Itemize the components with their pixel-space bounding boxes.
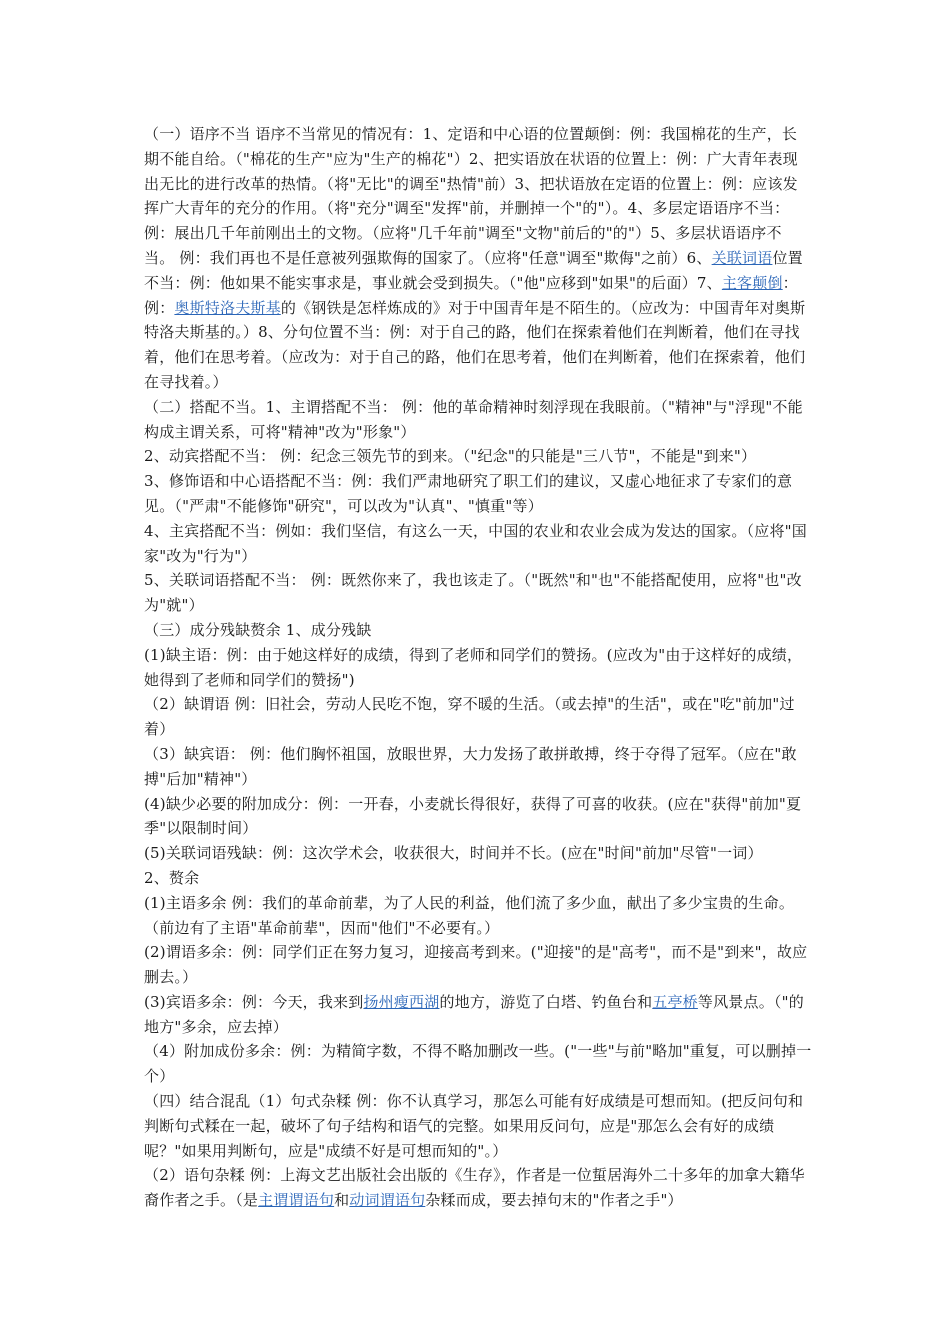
term-link[interactable]: 主客颠倒 bbox=[721, 273, 783, 292]
paragraph bbox=[144, 742, 812, 792]
document-body bbox=[144, 122, 812, 1213]
paragraph-text: 的《钢铁是怎样炼成的》对于中国青年是不陌生的。（应改为：中国青年对奥斯特洛夫斯基的。）8、分句位置不当：例：对于自己的路，他们在探索着他们在判断着，他们在寻找着，他们在思考着。（应改为：对于自己的路，他们在思考着，他们在判断着，他们在探索着，他们在寻找着。） bbox=[144, 298, 806, 391]
paragraph bbox=[144, 618, 812, 643]
paragraph-text: 等风景点。（"的地方"多余，应去掉） bbox=[144, 992, 804, 1036]
term-link[interactable]: 五亭桥 bbox=[652, 992, 698, 1011]
paragraph-text: （四）结合混乱（1）句式杂糅 例：你不认真学习，那怎么可能有好成绩是可想而知。(把反问句和判断句式糅在一起，破坏了句子结构和语气的完整。如果用反问句，应是"那怎么会有好的成绩呢？"如果用判断句，应是"成绩不好是可想而知的"。） bbox=[144, 1092, 804, 1160]
paragraph-text: (4)缺少必要的附加成分：例：一开春，小麦就长得很好，获得了可喜的收获。(应在"获得"前加"夏季"以限制时间） bbox=[144, 794, 802, 838]
paragraph bbox=[144, 122, 812, 395]
paragraph bbox=[144, 990, 812, 1040]
paragraph-text: （4）附加成份多余：例：为精简字数，不得不略加删改一些。("一些"与前"略加"重复，可以删掉一个） bbox=[144, 1042, 812, 1086]
term-link[interactable]: 关联词语 bbox=[711, 248, 773, 267]
paragraph bbox=[144, 891, 812, 941]
paragraph bbox=[144, 792, 812, 842]
paragraph-text: 4、主宾搭配不当：例如：我们坚信，有这么一天，中国的农业和农业会成为发达的国家。（应将"国家"改为"行为"） bbox=[144, 521, 807, 565]
paragraph bbox=[144, 519, 812, 569]
paragraph-text: (3)宾语多余：例：今天，我来到 bbox=[144, 992, 364, 1011]
paragraph bbox=[144, 940, 812, 990]
paragraph-text: 位置不当：例：他如果不能实事求是，事业就会受到损失。（"他"应移到"如果"的后面）7、 bbox=[144, 248, 803, 292]
paragraph-text: （3）缺宾语： 例：他们胸怀祖国，放眼世界，大力发扬了敢拼敢搏，终于夺得了冠军。（应在"敢搏"后加"精神"） bbox=[144, 744, 797, 788]
paragraph-text: 的地方，游览了白塔、钓鱼台和 bbox=[439, 992, 653, 1011]
term-link[interactable]: 动词谓语句 bbox=[349, 1191, 426, 1210]
paragraph-text: （2）语句杂糅 例：上海文艺出版社会出版的《生存》，作者是一位蜇居海外二十多年的加拿大籍华裔作者之手。（是 bbox=[144, 1166, 805, 1210]
paragraph-text: 2、动宾搭配不当： 例：纪念三领先节的到来。（"纪念"的只能是"三八节"，不能是"到来"） bbox=[144, 447, 757, 466]
paragraph-text: （2）缺谓语 例：旧社会，劳动人民吃不饱，穿不暖的生活。（或去掉"的生活"，或在"吃"前加"过着） bbox=[144, 695, 795, 739]
paragraph-text: 2、赘余 bbox=[144, 868, 200, 887]
term-link[interactable]: 主谓谓语句 bbox=[258, 1191, 335, 1210]
term-link[interactable]: 扬州瘦西湖 bbox=[363, 992, 440, 1011]
paragraph bbox=[144, 568, 812, 618]
paragraph-text: (1)缺主语：例：由于她这样好的成绩，得到了老师和同学们的赞扬。(应改为"由于这样好的成绩，她得到了老师和同学们的赞扬") bbox=[144, 645, 803, 689]
paragraph bbox=[144, 841, 812, 866]
paragraph bbox=[144, 1039, 812, 1089]
paragraph bbox=[144, 643, 812, 693]
paragraph-text: 和 bbox=[334, 1191, 350, 1210]
paragraph bbox=[144, 866, 812, 891]
paragraph-text: (2)谓语多余：例：同学们正在努力复习，迎接高考到来。("迎接"的是"高考"，而不是"到来"，故应删去。） bbox=[144, 943, 808, 987]
paragraph-text: (1)主语多余 例：我们的革命前辈，为了人民的利益，他们流了多少血，献出了多少宝贵的生命。（前边有了主语"革命前辈"，因而"他们"不必要有。） bbox=[144, 893, 795, 937]
paragraph-text: （一）语序不当 语序不当常见的情况有：1、定语和中心语的位置颠倒：例：我国棉花的生产，长期不能自给。（"棉花的生产"应为"生产的棉花"）2、把实语放在状语的位置上：例：广大青年表现出无比的进行改革的热情。（将"无比"的调至"热情"前）3、把状语放在定语的位置上：例：应该发挥广大青年的充分的作用。（将"充分"调至"发挥"前，并删掉一个"的"）。4、多层定语语序不当：例：展出几千年前刚出土的文物。（应将"几千年前"调至"文物"前后的"的"）5、多层状语语序不当。 例：我们再也不是任意被列强欺侮的国家了。（应将"任意"调至"欺侮"之前）6、 bbox=[144, 125, 798, 267]
paragraph-text: （三）成分残缺赘余 1、成分残缺 bbox=[144, 620, 372, 639]
paragraph-text: ：例： bbox=[144, 273, 798, 317]
paragraph bbox=[144, 469, 812, 519]
paragraph bbox=[144, 692, 812, 742]
paragraph bbox=[144, 1163, 812, 1213]
paragraph-text: 杂糅而成，要去掉句末的"作者之手"） bbox=[425, 1191, 683, 1210]
paragraph-text: （二）搭配不当。1、主谓搭配不当： 例：他的革命精神时刻浮现在我眼前。（"精神"与"浮现"不能构成主谓关系，可将"精神"改为"形象"） bbox=[144, 397, 803, 441]
paragraph bbox=[144, 1089, 812, 1163]
paragraph-text: 3、修饰语和中心语搭配不当：例：我们严肃地研究了职工们的建议，又虚心地征求了专家们的意见。（"严肃"不能修饰"研究"，可以改为"认真"、"慎重"等） bbox=[144, 472, 793, 515]
paragraph-text: (5)关联词语残缺：例：这次学术会，收获很大，时间并不长。(应在"时间"前加"尽管"一词） bbox=[144, 844, 763, 863]
paragraph bbox=[144, 444, 812, 469]
paragraph bbox=[144, 395, 812, 445]
paragraph-text: 5、关联词语搭配不当： 例：既然你来了，我也该走了。（"既然"和"也"不能搭配使用，应将"也"改为"就"） bbox=[144, 571, 802, 615]
term-link[interactable]: 奥斯特洛夫斯基 bbox=[174, 298, 281, 317]
